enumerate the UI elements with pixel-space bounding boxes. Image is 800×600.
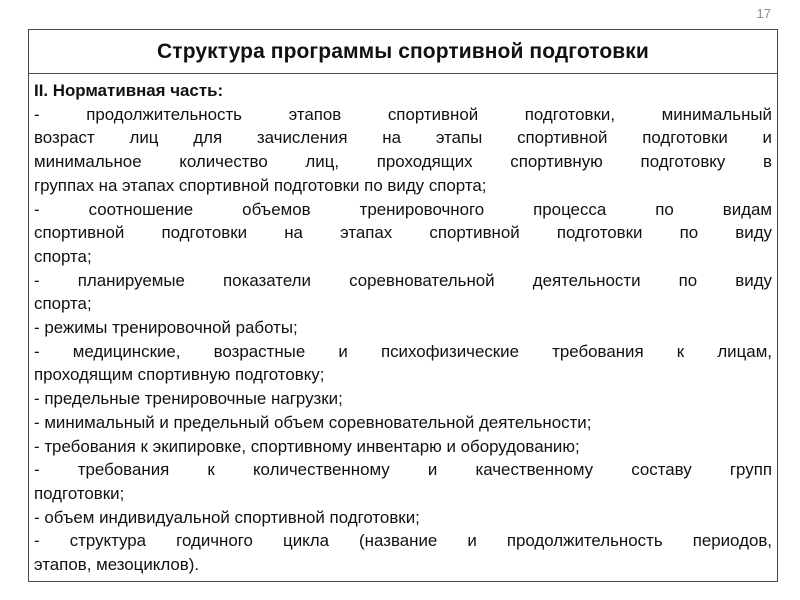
list-item (34, 411, 772, 435)
list-item-line: - структура годичного цикла (название и продолжительность периодов, (34, 531, 772, 551)
list-item (34, 103, 772, 198)
list-item-line: - планируемые показатели соревновательной деятельности по виду (34, 270, 772, 290)
list-item (34, 316, 772, 340)
content-cell (29, 74, 777, 581)
list-item (34, 435, 772, 459)
list-item-line: проходящим спортивную подготовку; (34, 365, 325, 385)
list-item-line: - требования к экипировке, спортивному инвентарю и оборудованию; (34, 436, 580, 456)
list-item-line: возраст лиц для зачисления на этапы спортивной подготовки и (34, 128, 772, 148)
slide-title: Структура программы спортивной подготовки (29, 30, 777, 74)
content-table (28, 29, 778, 582)
list-item-line: спорта; (34, 246, 92, 266)
list-item (34, 458, 772, 505)
list-item (34, 198, 772, 269)
list-item-line: - требования к количественному и качественному составу групп (34, 460, 772, 480)
list-item (34, 529, 772, 576)
list-item (34, 340, 772, 387)
list-item (34, 506, 772, 530)
list-item (34, 269, 772, 316)
requirements-list (34, 103, 772, 577)
list-item (34, 387, 772, 411)
list-item-line: минимальное количество лиц, проходящих спортивную подготовку в (34, 152, 772, 172)
list-item-line: - объем индивидуальной спортивной подготовки; (34, 507, 420, 527)
list-item-line: - режимы тренировочной работы; (34, 318, 298, 338)
list-item-line: - предельные тренировочные нагрузки; (34, 389, 343, 409)
list-item-line: этапов, мезоциклов). (34, 555, 200, 575)
list-item-line: группах на этапах спортивной подготовки по виду спорта; (34, 175, 487, 195)
list-item-line: подготовки; (34, 483, 125, 503)
page-number: 17 (756, 6, 771, 21)
list-item-line: спорта; (34, 294, 92, 314)
list-item-line: - медицинские, возрастные и психофизические требования к лицам, (34, 341, 772, 361)
list-item-line: - соотношение объемов тренировочного процесса по видам (34, 199, 772, 219)
list-item-line: - минимальный и предельный объем соревновательной деятельности; (34, 412, 592, 432)
list-item-line: - продолжительность этапов спортивной подготовки, минимальный (34, 104, 772, 124)
list-item-line: спортивной подготовки на этапах спортивной подготовки по виду (34, 223, 772, 243)
section-heading: II. Нормативная часть: (34, 81, 224, 100)
